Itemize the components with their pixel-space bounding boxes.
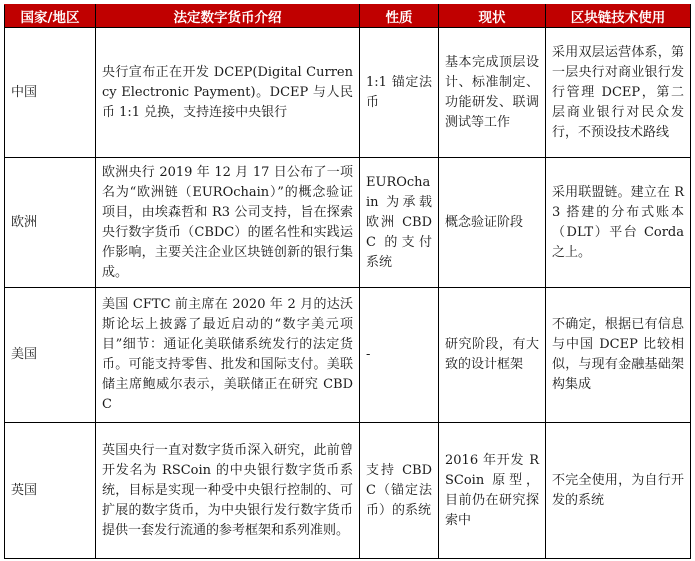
cell-blockchain: 不完全使用，为自行开发的系统 [546, 423, 691, 559]
cell-region: 英国 [5, 423, 96, 559]
column-header-intro: 法定数字货币介绍 [96, 5, 360, 28]
cell-region: 欧洲 [5, 158, 96, 288]
column-header-blockchain: 区块链技术使用 [546, 5, 691, 28]
cell-intro: 央行宣布正在开发 DCEP(Digital Currency Electronic Payment)。DCEP 与人民币 1:1 兑换，支持连接中央银行 [96, 28, 360, 158]
cell-intro: 英国央行一直对数字货币深入研究，此前曾开发名为 RSCoin 的中央银行数字货币系统，目标是实现一种受中央银行控制的、可扩展的数字货币，为中央银行发行数字货币提供一套发行流通的参考框架和系列准则。 [96, 423, 360, 559]
table-row-uk [5, 423, 691, 559]
table-row-europe [5, 158, 691, 288]
cell-intro: 欧洲央行 2019 年 12 月 17 日公布了一项名为“欧洲链（EUROchain）”的概念验证项目，由埃森哲和 R3 公司支持，旨在探索央行数字货币（CBDC）的匿名性和实践运作影响，主要关注企业区块链创新的银行集成。 [96, 158, 360, 288]
cbdc-comparison-table [4, 4, 691, 559]
cell-region: 美国 [5, 288, 96, 423]
cell-nature: - [360, 288, 439, 423]
cell-nature: 支持 CBDC（锚定法币）的系统 [360, 423, 439, 559]
table-row-china [5, 28, 691, 158]
column-header-nature: 性质 [360, 5, 439, 28]
table-header-row [5, 5, 691, 28]
cell-intro: 美国 CFTC 前主席在 2020 年 2 月的达沃斯论坛上披露了最近启动的“数字美元项目”细节：通证化美联储系统发行的法定货币。可能支持零售、批发和国际支付。美联储主席鲍威尔表示，美联储正在研究 CBDC [96, 288, 360, 423]
cell-blockchain: 不确定，根据已有信息与中国 DCEP 比较相似，与现有金融基础架构集成 [546, 288, 691, 423]
cell-status: 研究阶段，有大致的设计框架 [439, 288, 546, 423]
table-row-usa [5, 288, 691, 423]
cell-status: 2016 年开发 RSCoin 原型，目前仍在研究探索中 [439, 423, 546, 559]
cell-nature: EUROchain 为承载欧洲 CBDC 的支付系统 [360, 158, 439, 288]
cell-nature: 1:1 锚定法币 [360, 28, 439, 158]
cell-blockchain: 采用联盟链。建立在 R3 搭建的分布式账本（DLT）平台 Corda 之上。 [546, 158, 691, 288]
cell-region: 中国 [5, 28, 96, 158]
column-header-region: 国家/地区 [5, 5, 96, 28]
column-header-status: 现状 [439, 5, 546, 28]
cell-status: 概念验证阶段 [439, 158, 546, 288]
cell-status: 基本完成顶层设计、标准制定、功能研发、联调测试等工作 [439, 28, 546, 158]
cell-blockchain: 采用双层运营体系，第一层央行对商业银行发行管理 DCEP，第二层商业银行对民众发行，不预设技术路线 [546, 28, 691, 158]
